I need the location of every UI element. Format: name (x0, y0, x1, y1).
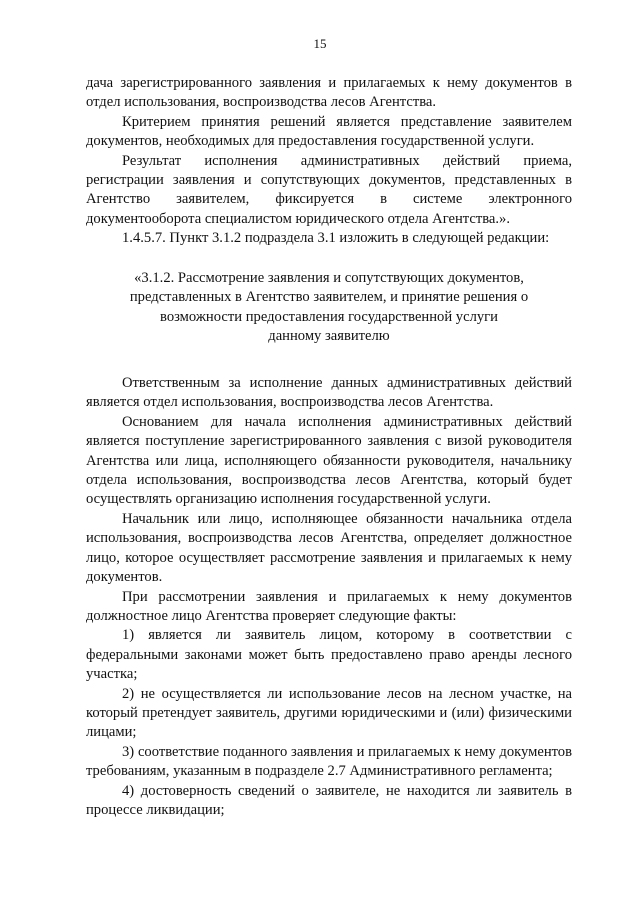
paragraph-decision-criterion: Критерием принятия решений является представление заявителем документов, необходимых для предоставления государственной услуги. (86, 113, 572, 150)
list-item-fact-2: 2) не осуществляется ли использование лесов на лесном участке, на который претендует заявитель, другими юридическими и (или) физическими лицами; (86, 685, 572, 741)
list-item-fact-4: 4) достоверность сведений о заявителе, не находится ли заявитель в процессе ликвидации; (86, 782, 572, 818)
paragraph-official-assignment: Начальник или лицо, исполняющее обязанности начальника отдела использования, воспроизводства лесов Агентства, определяет должностное лицо, которое осуществляет рассмотрение заявления и прилагаемых к нему документов. (86, 510, 572, 586)
section-heading-3-1-2 (86, 269, 572, 347)
paragraph-registration-result: Результат исполнения административных действий приема, регистрации заявления и сопутствующих документов, представленных в Агентство заявителем, фиксируется в системе электронного документооборота специалистом юридического отдела Агентства.». (86, 152, 572, 227)
paragraph-responsible-department: Ответственным за исполнение данных административных действий является отдел использования, воспроизводства лесов Агентства. (86, 375, 572, 411)
heading-line: «3.1.2. Рассмотрение заявления и сопутствующих документов, (134, 269, 524, 286)
heading-line: представленных в Агентство заявителем, и принятие решения о (129, 289, 529, 306)
paragraph-grounds-for-start: Основанием для начала исполнения административных действий является поступление зарегистрированного заявления с визой руководителя Агентства или лица, исполняющего обязанности руководителя, начальнику отдела использования, воспроизводства лесов Агентства, который будет осуществлять организацию исполнения государственной услуги. (86, 413, 572, 508)
list-item-fact-3: 3) соответствие поданного заявления и прилагаемых к нему документов требованиям, указанным в подразделе 2.7 Административного регламента; (86, 743, 572, 780)
paragraph-facts-intro: При рассмотрении заявления и прилагаемых к нему документов должностное лицо Агентства проверяет следующие факты: (86, 588, 572, 624)
paragraph-registration-transfer: дача зарегистрированного заявления и прилагаемых к нему документов в отдел использования, воспроизводства лесов Агентства. (86, 75, 572, 111)
heading-line: возможности предоставления государственной услуги (160, 308, 498, 325)
page-number: 15 (313, 36, 327, 51)
heading-line: данному заявителю (268, 328, 390, 345)
paragraph-amendment-instruction: 1.4.5.7. Пункт 3.1.2 подраздела 3.1 изложить в следующей редакции: (122, 230, 550, 247)
list-item-fact-1: 1) является ли заявитель лицом, которому в соответствии с федеральными законами может быть предоставлено право аренды лесного участка; (86, 627, 572, 683)
document-body (86, 74, 572, 820)
